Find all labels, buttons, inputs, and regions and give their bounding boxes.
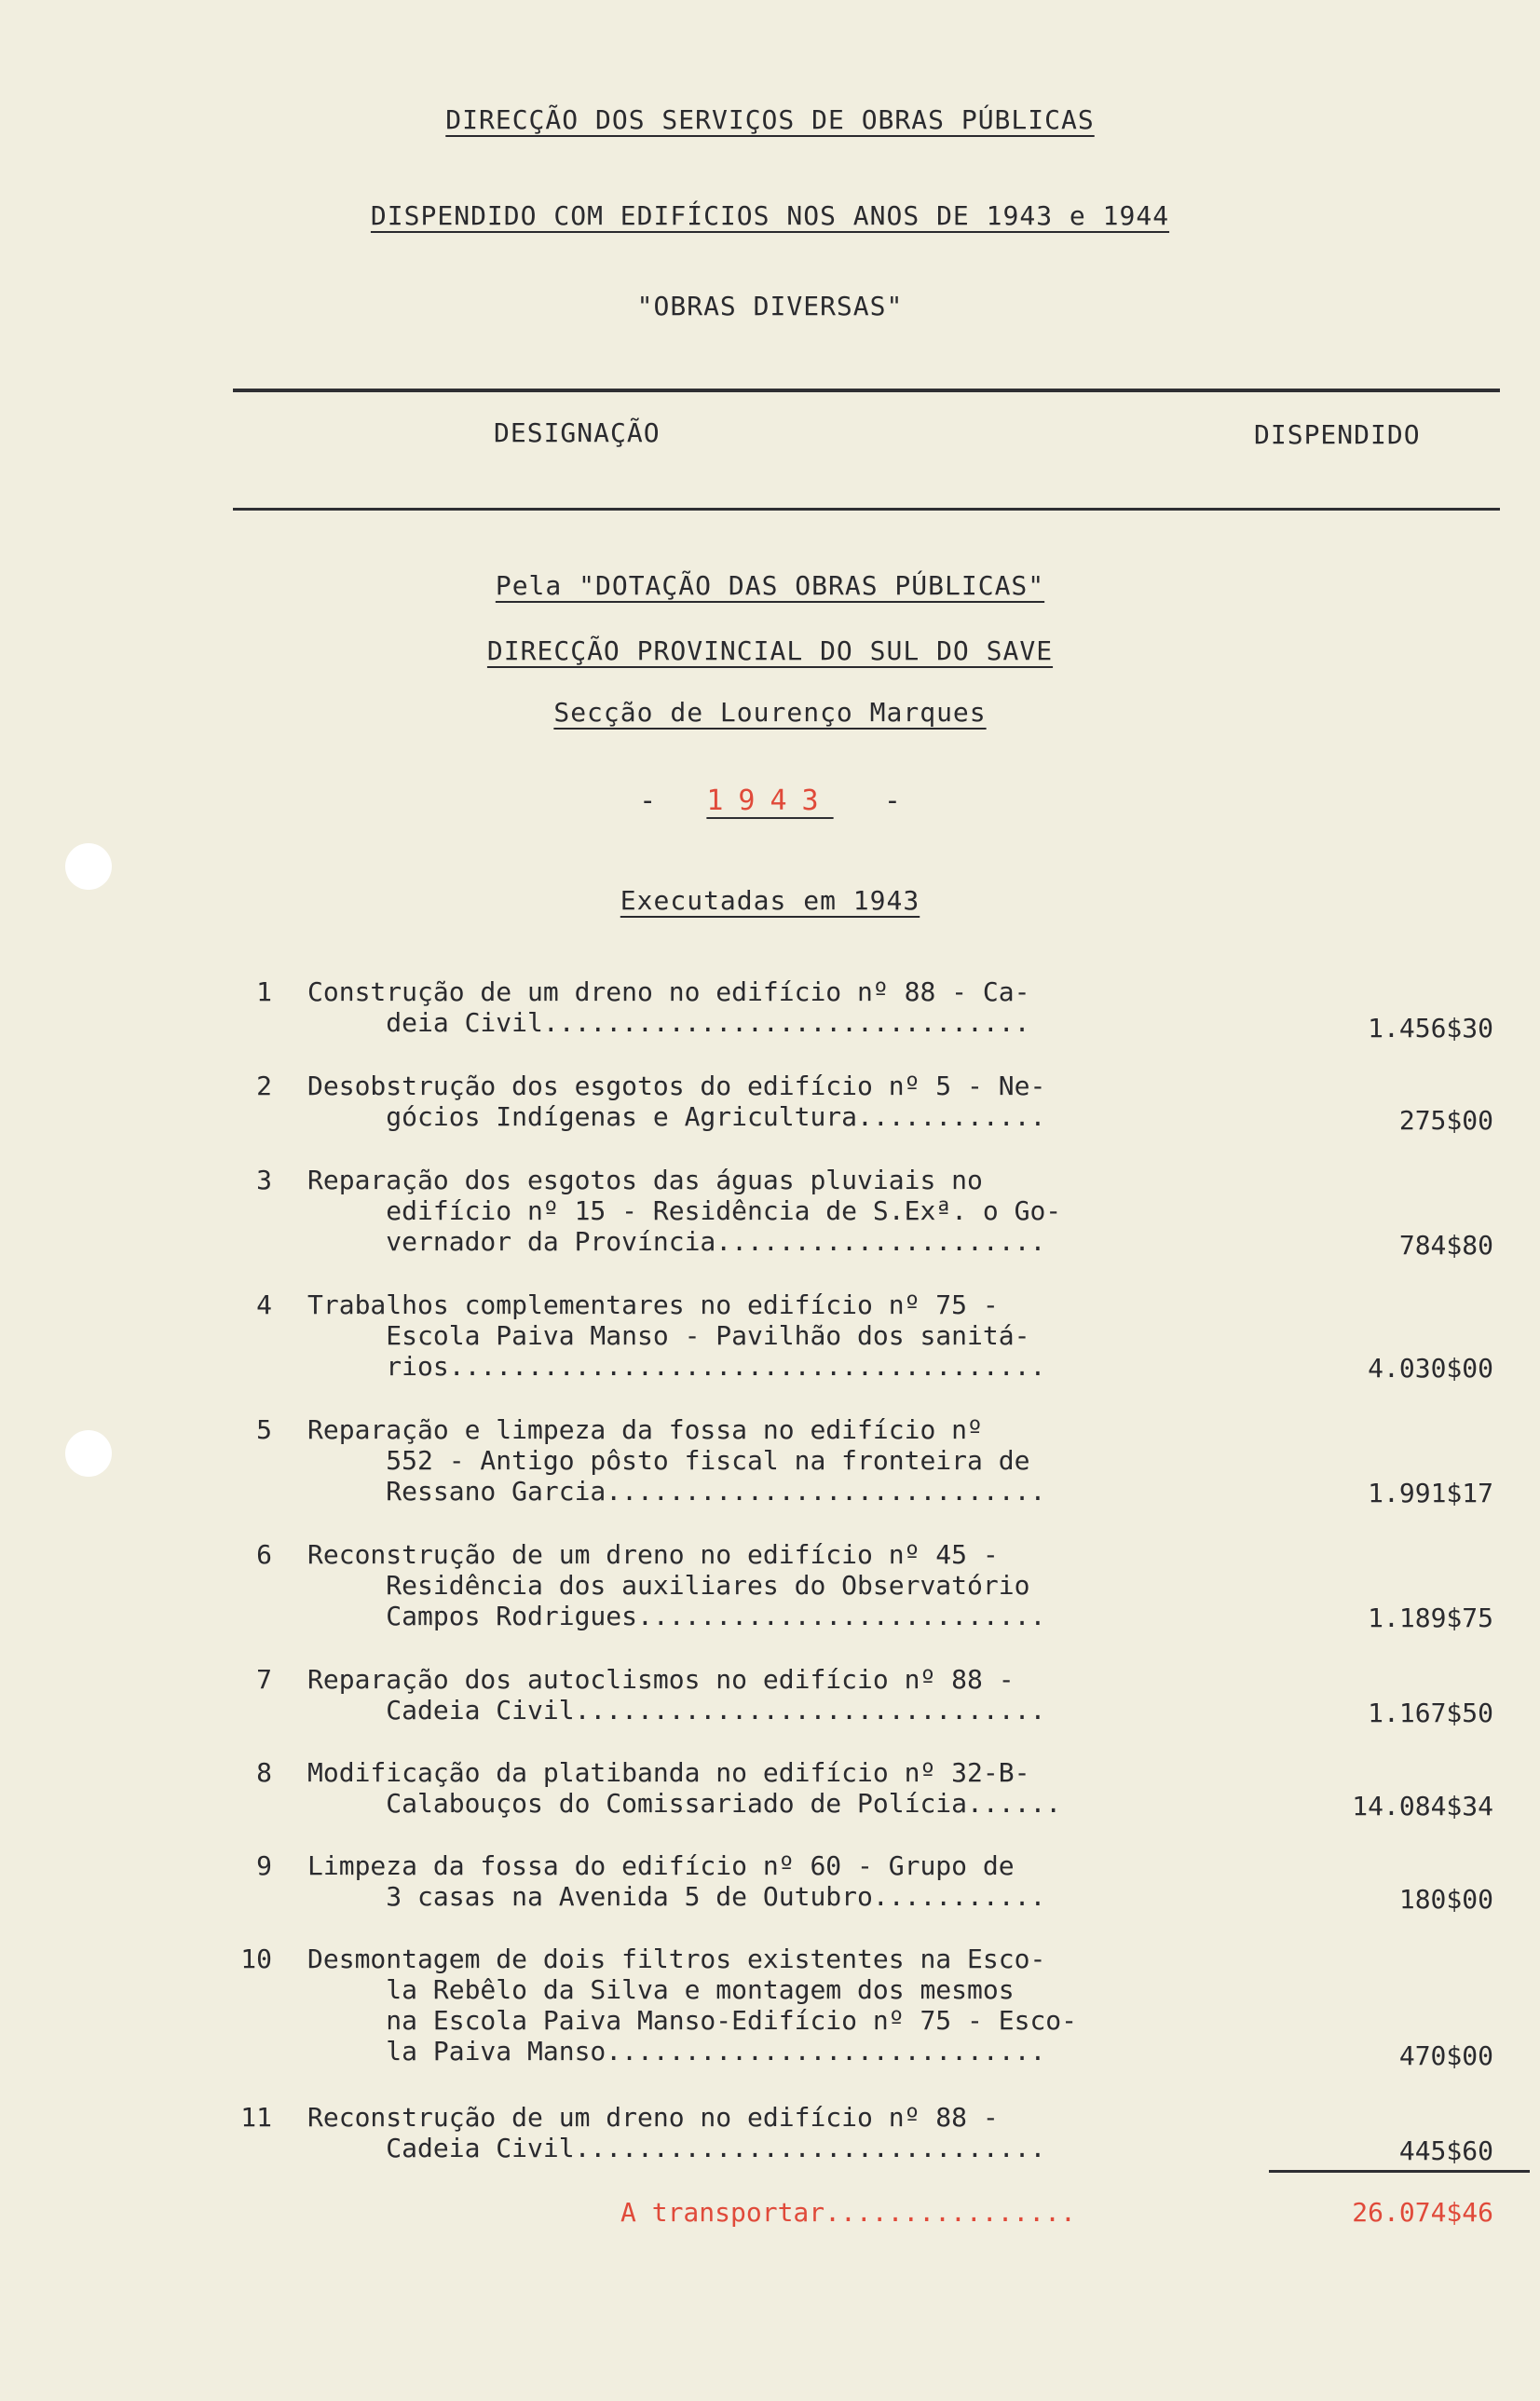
item-number: 6 <box>256 1539 272 1570</box>
item-amount: 275$00 <box>1398 1105 1493 1136</box>
column-header-spent: DISPENDIDO <box>1254 419 1421 450</box>
item-number: 10 <box>240 1944 272 1974</box>
item-amount: 445$60 <box>1398 2135 1493 2166</box>
item-description: Reconstrução de um dreno no edifício nº 88 - Cadeia Civil.............................. <box>307 2102 1046 2163</box>
item-amount: 4.030$00 <box>1368 1353 1493 1384</box>
item-description: Desobstrução dos esgotos do edifício nº 5 - Ne- gócios Indígenas e Agricultura............ <box>307 1071 1046 1132</box>
year-value: 1943 <box>706 784 834 817</box>
item-description: Modificação da platibanda no edifício nº 32-B- Calabouços do Comissariado de Polícia...... <box>307 1757 1062 1819</box>
item-amount: 470$00 <box>1398 2040 1493 2071</box>
item-number: 11 <box>240 2102 272 2133</box>
subtotal-rule <box>1269 2170 1530 2173</box>
item-number: 4 <box>256 1289 272 1320</box>
item-amount: 1.167$50 <box>1368 1698 1493 1728</box>
item-number: 5 <box>256 1414 272 1445</box>
carry-forward-amount: 26.074$46 <box>1352 2197 1493 2228</box>
item-number: 8 <box>256 1757 272 1788</box>
year-dash-right: - <box>883 784 901 817</box>
item-number: 9 <box>256 1850 272 1881</box>
item-number: 2 <box>256 1071 272 1101</box>
header-title: DIRECÇÃO DOS SERVIÇOS DE OBRAS PÚBLICAS <box>445 104 1095 135</box>
carry-forward-label: A transportar................ <box>620 2197 1076 2228</box>
item-amount: 180$00 <box>1398 1884 1493 1915</box>
item-description: Reparação dos autoclismos no edifício nº 88 - Cadeia Civil.............................. <box>307 1664 1046 1726</box>
item-description: Trabalhos complementares no edifício nº 75 - Escola Paiva Manso - Pavilhão dos sanitá- rios...................................... <box>307 1289 1046 1382</box>
section-office: Secção de Lourenço Marques <box>553 697 987 728</box>
section-subheading: Executadas em 1943 <box>620 885 920 916</box>
section-funding: Pela "DOTAÇÃO DAS OBRAS PÚBLICAS" <box>495 570 1045 601</box>
item-number: 7 <box>256 1664 272 1695</box>
item-number: 1 <box>256 976 272 1007</box>
punch-hole <box>65 843 112 890</box>
item-amount: 1.456$30 <box>1368 1013 1493 1044</box>
item-amount: 14.084$34 <box>1352 1791 1493 1821</box>
column-header-designation: DESIGNAÇÃO <box>494 417 661 448</box>
year-heading <box>0 784 1540 817</box>
header-subtitle: DISPENDIDO COM EDIFÍCIOS NOS ANOS DE 1943 e 1944 <box>370 200 1170 231</box>
year-dash-left: - <box>639 784 657 817</box>
item-number: 3 <box>256 1165 272 1195</box>
table-rule-bottom <box>233 508 1500 511</box>
item-description: Desmontagem de dois filtros existentes na Esco- la Rebêlo da Silva e montagem dos mesmos na Escola Paiva Manso-Edifício nº 75 - Esco- la Paiva Manso............................ <box>307 1944 1078 2067</box>
table-rule-top <box>233 389 1500 392</box>
item-description: Limpeza da fossa do edifício nº 60 - Grupo de 3 casas na Avenida 5 de Outubro........... <box>307 1850 1046 1912</box>
item-description: Reconstrução de um dreno no edifício nº 45 - Residência dos auxiliares do Observatório Campos Rodrigues.......................... <box>307 1539 1046 1631</box>
item-amount: 1.991$17 <box>1368 1478 1493 1508</box>
section-directorate: DIRECÇÃO PROVINCIAL DO SUL DO SAVE <box>486 635 1054 666</box>
item-amount: 784$80 <box>1398 1230 1493 1261</box>
punch-hole <box>65 1430 112 1477</box>
item-amount: 1.189$75 <box>1368 1603 1493 1633</box>
header-category: "OBRAS DIVERSAS" <box>636 291 904 321</box>
item-description: Reparação dos esgotos das águas pluviais no edifício nº 15 - Residência de S.Exª. o Go- vernador da Província..................... <box>307 1165 1062 1257</box>
item-description: Reparação e limpeza da fossa no edifício nº 552 - Antigo pôsto fiscal na fronteira de Ressano Garcia............................ <box>307 1414 1046 1507</box>
item-description: Construção de um dreno no edifício nº 88 - Ca- deia Civil............................... <box>307 976 1030 1038</box>
